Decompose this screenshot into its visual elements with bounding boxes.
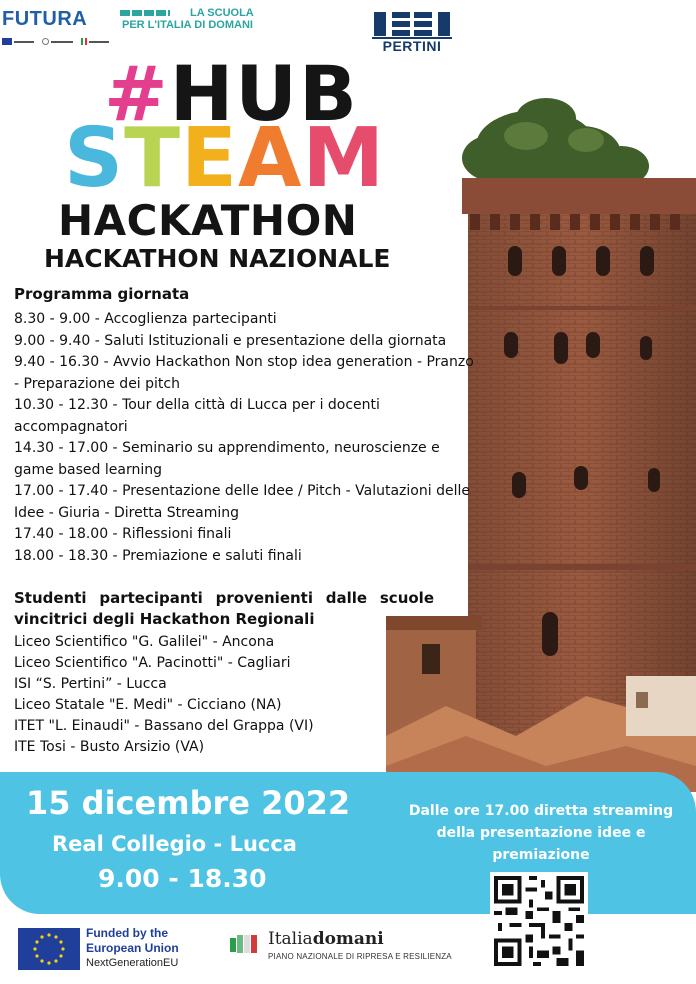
italiadomani-name xyxy=(268,929,384,949)
school-item: ITET "L. Einaudi" - Bassano del Grappa (VI) xyxy=(14,718,314,734)
ministry-mini-logo xyxy=(42,37,73,46)
italiadomani-mini-logo xyxy=(81,37,109,46)
programma-item: 17.00 - 17.40 - Presentazione delle Idee / Pitch - Valutazioni delle Idee - Giuria - Diretta Streaming xyxy=(14,483,470,521)
programma-item: 9.40 - 16.30 - Avvio Hackathon Non stop idea generation - Pranzo - Preparazione dei pitch xyxy=(14,354,474,392)
school-list xyxy=(14,632,414,758)
italiadomani-suffix: domani xyxy=(312,929,384,949)
scuola-logo-line2: PER L'ITALIA DI DOMANI xyxy=(122,19,253,31)
studenti-heading: Studenti partecipanti provenienti dalle scuole vincitrici degli Hackathon Regionali xyxy=(14,589,434,628)
hackathon-nazionale-heading: HACKATHON NAZIONALE xyxy=(44,244,391,273)
programma-item: 8.30 - 9.00 - Accoglienza partecipanti xyxy=(14,311,277,327)
eu-line1: Funded by the xyxy=(86,926,168,940)
eu-line3: NextGenerationEU xyxy=(86,957,179,969)
steam-letter-t: T xyxy=(124,111,181,206)
hub-word: HUB xyxy=(169,49,359,138)
event-date: 15 dicembre 2022 xyxy=(26,784,351,822)
steam-letter-e: E xyxy=(181,111,239,206)
eu-flag-icon xyxy=(18,928,80,970)
steam-letter-m: M xyxy=(302,111,386,206)
futura-logo: FUTURA xyxy=(2,8,88,30)
event-place: Real Collegio - Lucca xyxy=(52,832,297,856)
hackathon-heading: HACKATHON xyxy=(58,196,358,245)
steam-letter-s: S xyxy=(64,111,125,206)
programma-heading: Programma giornata xyxy=(14,285,190,303)
programma-item: 18.00 - 18.30 - Premiazione e saluti finali xyxy=(14,547,302,564)
programma-item: 14.30 - 17.00 - Seminario su apprendimento, neuroscienze e game based learning xyxy=(14,440,440,478)
school-item: Liceo Scientifico "A. Pacinotti" - Cagliari xyxy=(14,655,291,671)
hashtag-symbol: # xyxy=(104,49,170,138)
school-item: Liceo Statale "E. Medi" - Cicciano (NA) xyxy=(14,697,282,713)
steam-letter-a: A xyxy=(238,111,303,206)
pertini-logo-text: PERTINI xyxy=(382,38,442,54)
school-item: ITE Tosi - Busto Arsizio (VA) xyxy=(14,739,205,755)
italiadomani-flag-icon xyxy=(228,932,262,956)
italiadomani-prefix: Italia xyxy=(268,929,313,949)
qr-code[interactable] xyxy=(490,872,588,970)
eu-funding-text xyxy=(86,926,179,971)
programma-item: 17.40 - 18.00 - Riflessioni finali xyxy=(14,526,232,542)
school-item: Liceo Scientifico "G. Galilei" - Ancona xyxy=(14,634,275,650)
scuola-logo-stripes xyxy=(120,10,170,16)
programma-item: 9.00 - 9.40 - Saluti Istituzionali e presentazione della giornata xyxy=(14,332,447,349)
eu-line2: European Union xyxy=(86,941,179,955)
steam-title xyxy=(64,111,386,206)
scuola-logo-line1: LA SCUOLA xyxy=(190,7,254,19)
streaming-note: Dalle ore 17.00 diretta streaming della presentazione idee e premiazione xyxy=(408,803,674,863)
event-time: 9.00 - 18.30 xyxy=(98,864,267,893)
programma-list xyxy=(14,309,474,567)
programma-item: 10.30 - 12.30 - Tour della città di Lucca per i docenti accompagnatori xyxy=(14,397,380,435)
italiadomani-subtitle: PIANO NAZIONALE DI RIPRESA E RESILIENZA xyxy=(268,952,452,961)
sponsor-mini-logos xyxy=(2,37,109,46)
eu-mini-logo xyxy=(2,37,34,46)
school-item: ISI “S. Pertini” - Lucca xyxy=(14,676,167,692)
